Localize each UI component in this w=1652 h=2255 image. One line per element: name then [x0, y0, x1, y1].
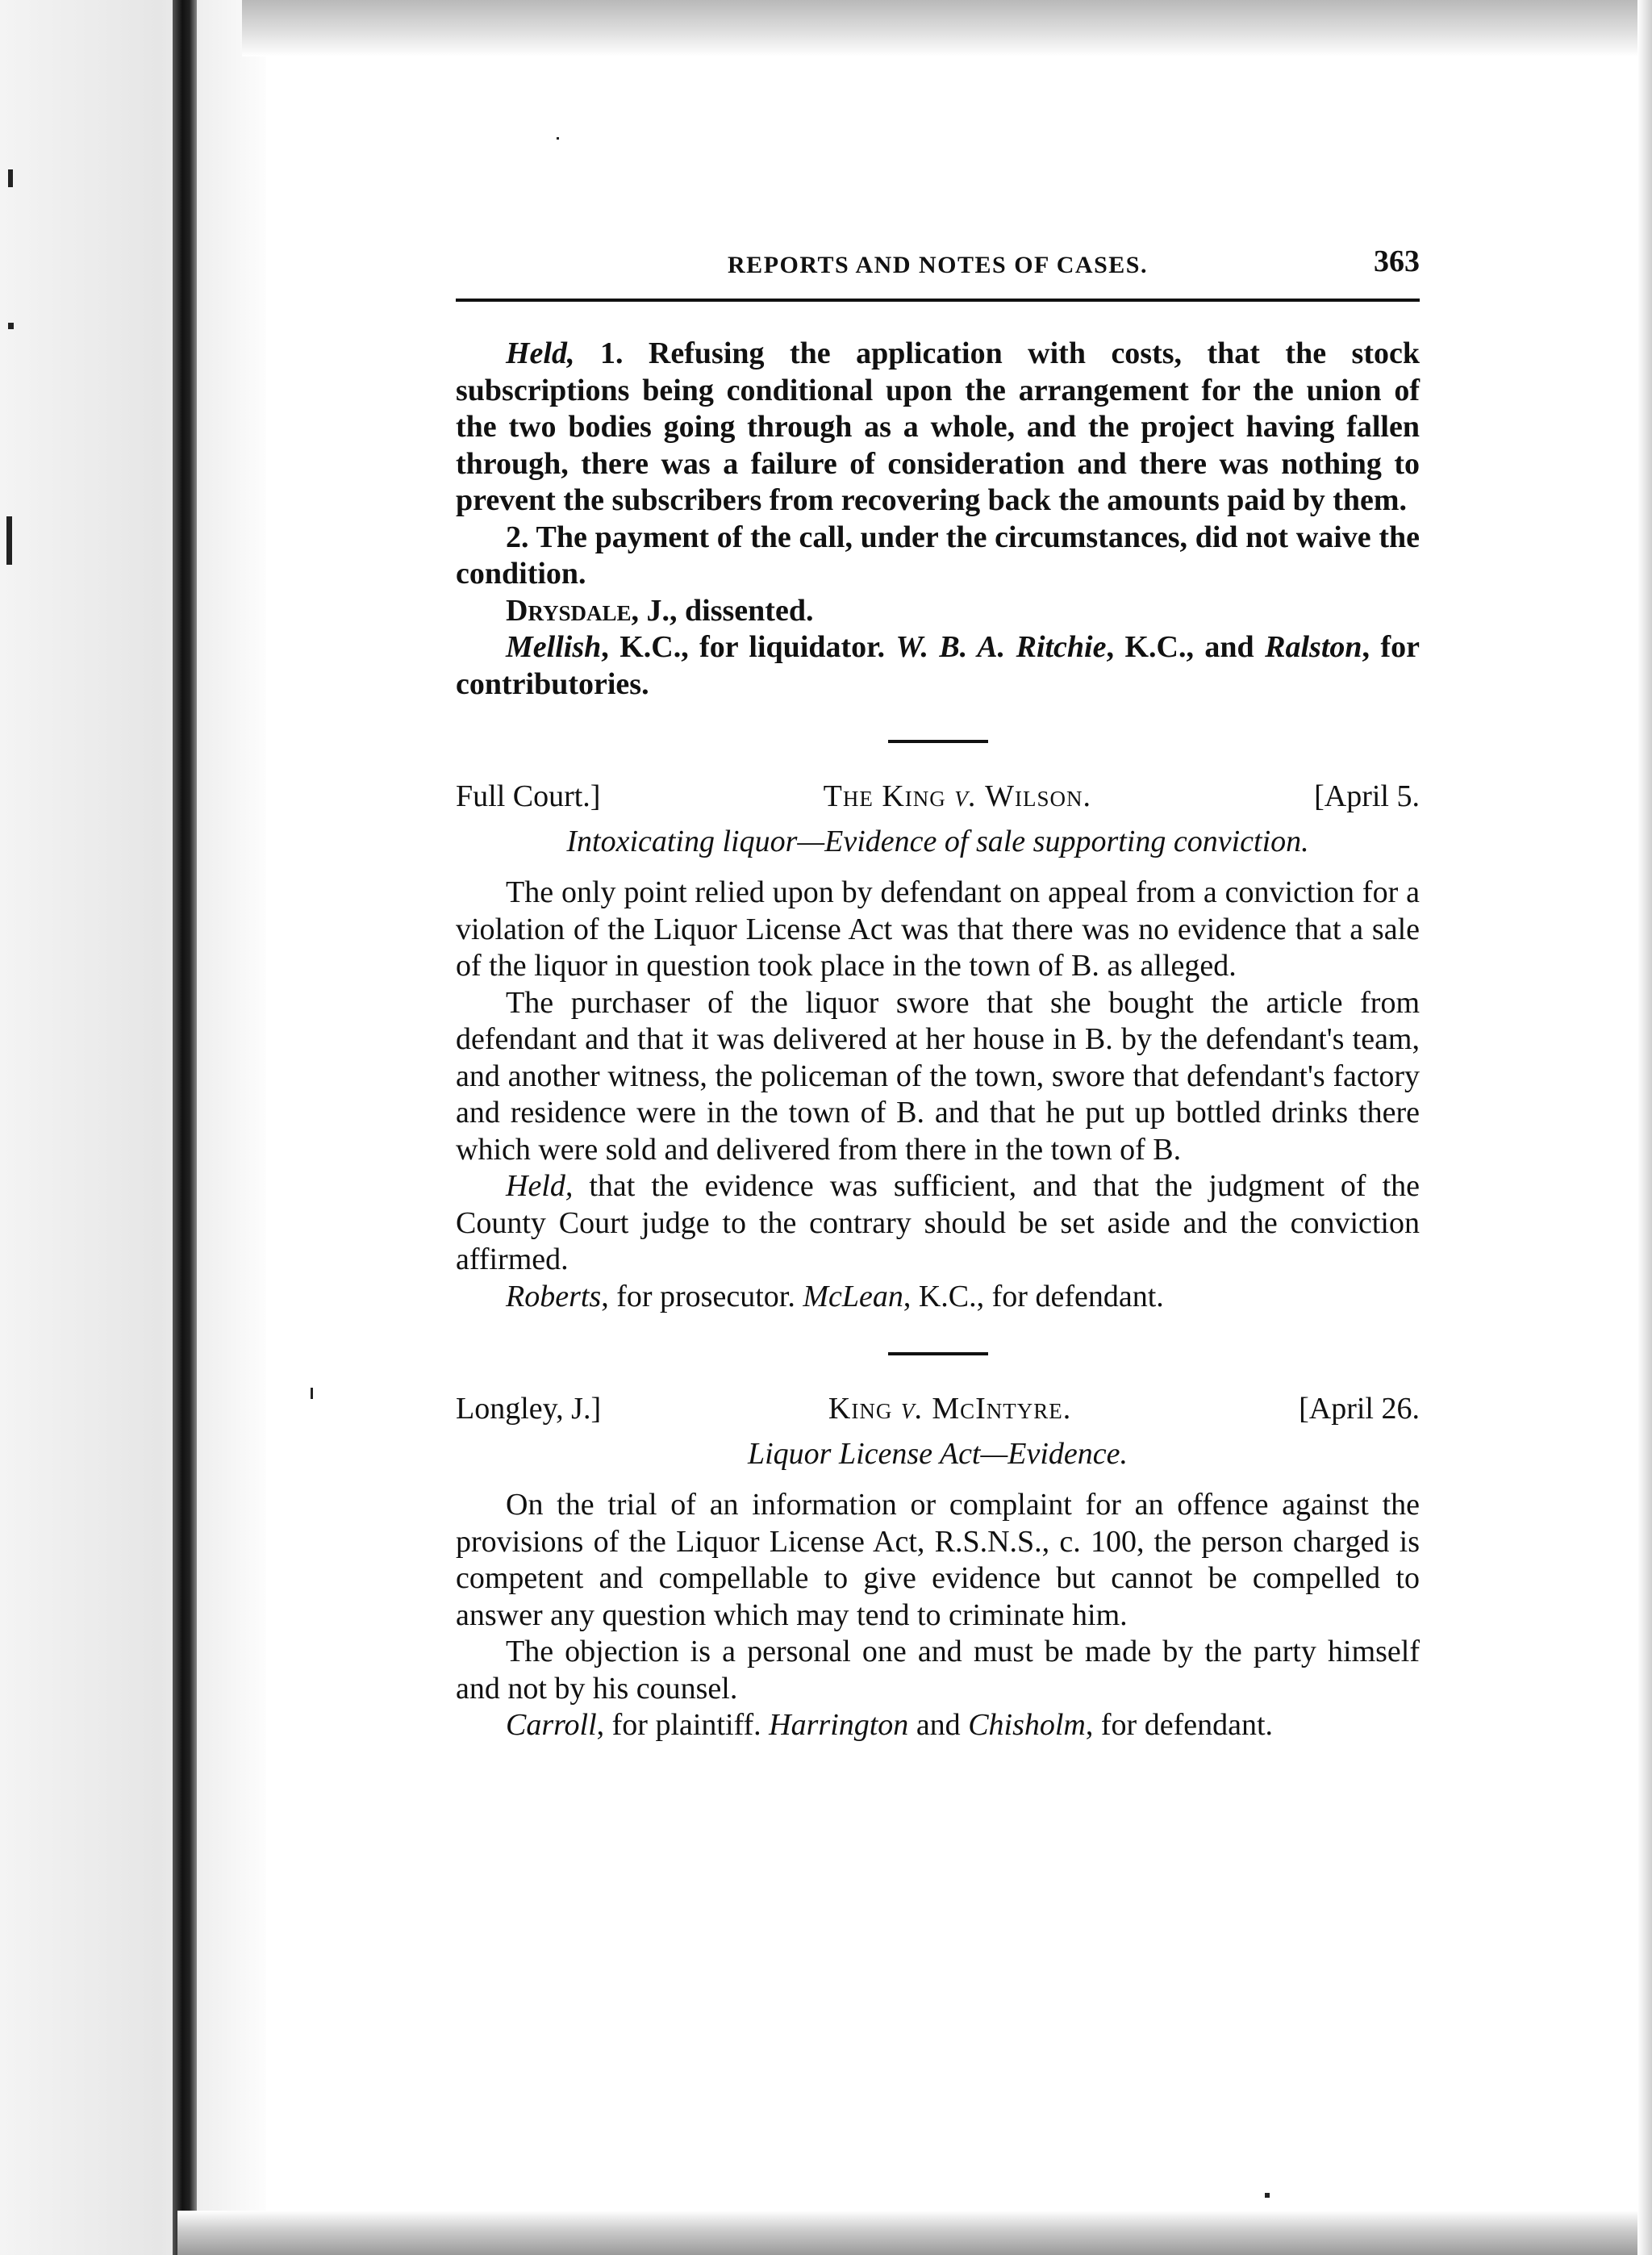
scan-speck	[311, 1388, 313, 1399]
counsel-role: , K.C., for liquidator.	[601, 630, 896, 664]
counsel-name: Harrington	[769, 1708, 909, 1742]
scan-spine-shadow	[173, 0, 197, 2255]
case-date: [April 5.	[1314, 779, 1420, 813]
page-number: 363	[1374, 244, 1420, 278]
case-1-held	[456, 336, 1420, 520]
page-content	[456, 242, 1420, 1744]
counsel-role: , for defendant.	[1085, 1708, 1274, 1742]
counsel-role: and	[908, 1708, 969, 1742]
case-3-headnote: Liquor License Act—Evidence.	[747, 1436, 1128, 1471]
scan-binding-margin	[0, 0, 266, 2255]
running-header	[456, 242, 1420, 302]
scan-speck	[8, 169, 13, 187]
case-1-point-2: 2. The payment of the call, under the circumstances, did not waive the condition.	[456, 520, 1420, 591]
dissent-text: , J., dissented.	[631, 593, 814, 628]
case-3-para-2: The objection is a personal one and must be made by the party himself and not by his counsel.	[456, 1635, 1420, 1706]
counsel-role: , for plaintiff.	[596, 1708, 770, 1742]
section-divider	[888, 1352, 988, 1355]
counsel-name: Roberts	[506, 1279, 602, 1313]
scan-top-shadow	[242, 0, 1652, 56]
case-2-body	[456, 875, 1420, 1315]
case-1-continued	[456, 336, 1420, 703]
case-3-body	[456, 1487, 1420, 1744]
case-2-para-2: The purchaser of the liquor swore that she bought the article from defendant and that it was delivered at her house in B. by the defendant's team, and another witness, the policeman of the town, swore that defendant's factory and residence were in the town of B. and that he put up bottled drinks there which were sold and delivered from there in the town of B.	[456, 985, 1420, 1167]
counsel-name: Ralston	[1265, 630, 1362, 664]
case-2-header	[456, 779, 1420, 816]
running-title: REPORTS AND NOTES OF CASES.	[728, 252, 1148, 278]
counsel-role: , for contributories.	[456, 630, 1420, 701]
held-text: 1. Refusing the application with costs, that the stock subscriptions being conditional upon the arrangement for the union of the two bodies going through as a whole, and the project having fallen through, there was a failure of consideration and there was nothing to prevent the subscribers from recovering back the amounts paid by them.	[456, 336, 1420, 517]
scan-speck	[557, 137, 559, 140]
counsel-name: McLean	[803, 1279, 903, 1313]
counsel-name: Mellish	[506, 630, 602, 664]
counsel-role: , for prosecutor.	[601, 1279, 803, 1313]
case-date: [April 26.	[1299, 1392, 1420, 1426]
dissent-judge: Drysdale	[506, 593, 632, 628]
scan-right-edge	[1637, 0, 1652, 2255]
body-text	[456, 336, 1420, 1744]
held-label: Held,	[506, 1169, 574, 1203]
scan-speck	[1265, 2193, 1270, 2198]
case-3-para-1: On the trial of an information or complaint for an offence against the provisions of the Liquor License Act, R.S.N.S., c. 100, the person charged is competent and compellable to give evidence but cannot be compelled to answer any question which may tend to criminate him.	[456, 1488, 1420, 1632]
case-1-counsel	[456, 629, 1420, 703]
case-2-headnote: Intoxicating liquor—Evidence of sale supporting conviction.	[566, 824, 1309, 858]
case-1-dissent	[456, 593, 1420, 630]
held-label: Held,	[506, 336, 575, 370]
case-2-held	[456, 1168, 1420, 1279]
counsel-name: Carroll	[506, 1708, 597, 1742]
held-text: that the evidence was sufficient, and that the judgment of the County Court judge to the contrary should be set aside and the conviction affirmed.	[456, 1169, 1420, 1276]
case-2-counsel	[456, 1279, 1420, 1316]
case-2-para-1: The only point relied upon by defendant on appeal from a conviction for a violation of the Liquor License Act was that there was no evidence that a sale of the liquor in question took place in the town of B. as alleged.	[456, 875, 1420, 983]
court-label: Full Court.]	[456, 779, 601, 813]
scan-speck	[6, 516, 12, 565]
case-title: King v. McIntyre.	[828, 1392, 1072, 1426]
section-divider	[888, 740, 988, 743]
court-label: Longley, J.]	[456, 1392, 602, 1426]
scan-bottom-shadow	[177, 2211, 1652, 2255]
counsel-name: W. B. A. Ritchie	[895, 630, 1107, 664]
case-3-header	[456, 1391, 1420, 1428]
counsel-role: , K.C., and	[1106, 630, 1266, 664]
case-title: The King v. Wilson.	[823, 779, 1091, 813]
counsel-role: , K.C., for defendant.	[903, 1279, 1164, 1313]
scan-speck	[8, 323, 14, 329]
counsel-name: Chisholm	[968, 1708, 1086, 1742]
case-3-counsel	[456, 1707, 1420, 1744]
